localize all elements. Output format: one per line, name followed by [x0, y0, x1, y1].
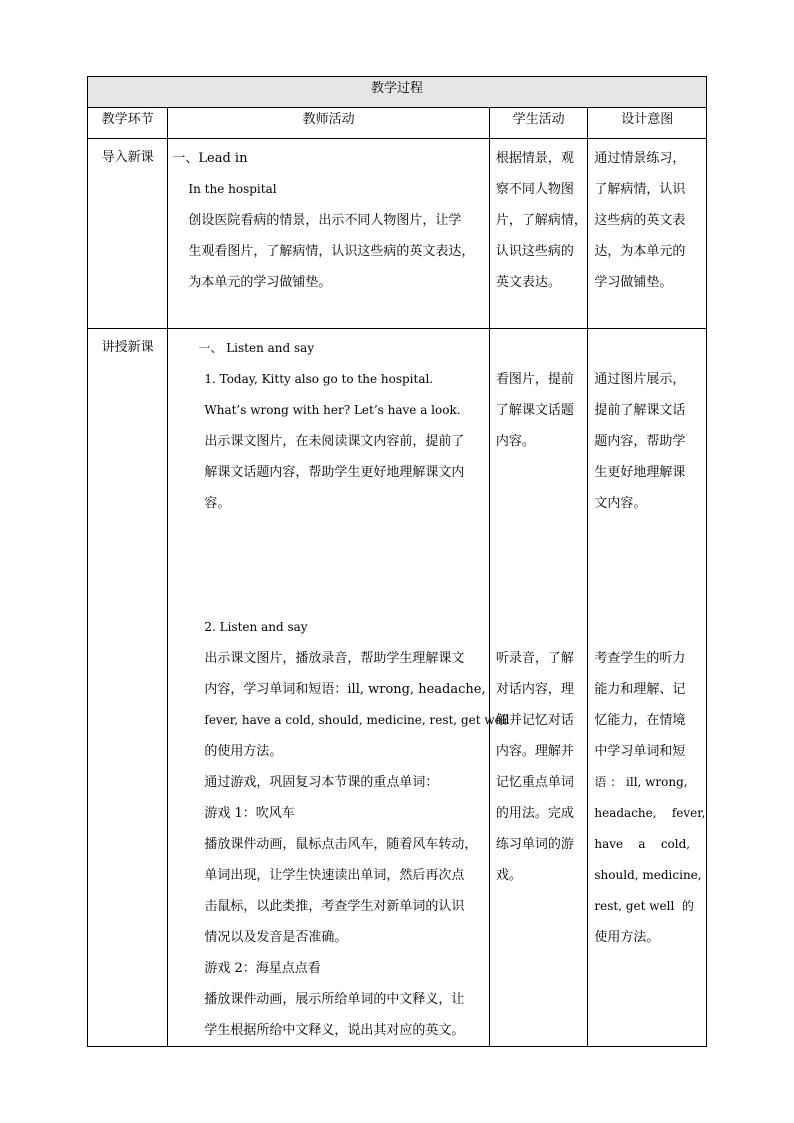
- text-line: 能力和理解、记: [594, 682, 686, 697]
- text-line: 的使用方法。: [204, 744, 283, 759]
- stage-cell: 导入新课: [88, 139, 168, 329]
- text-line: 1. Today, Kitty also go to the hospital.: [204, 372, 434, 386]
- text-line: 察不同人物图: [495, 182, 574, 197]
- lesson-process-table: [87, 76, 707, 1047]
- text-line: 的用法。完成: [495, 806, 574, 821]
- student-activity-cell: [489, 329, 587, 1047]
- text-line: 文内容。: [594, 496, 647, 511]
- header-design-intent: 设计意图: [588, 108, 707, 139]
- text-line: 内容。: [495, 434, 535, 449]
- text-line: What’s wrong with her? Let’s have a look.: [204, 403, 461, 417]
- table-row-lead-in: [88, 139, 707, 329]
- design-intent-cell: [588, 139, 707, 329]
- text-line: should, medicine,: [594, 868, 702, 882]
- spacer: [174, 519, 483, 612]
- text-line: 记忆重点单词: [495, 775, 574, 790]
- text-line: 英文表达。: [495, 275, 561, 290]
- text-line: 使用方法。: [594, 930, 660, 945]
- text-line: 单词出现，让学生快速读出单词，然后再次点: [204, 868, 465, 883]
- text-line: In the hospital: [188, 182, 277, 196]
- table-title-row: [88, 77, 707, 108]
- header-teacher-activity: 教师活动: [168, 108, 490, 139]
- table-title: 教学过程: [88, 77, 707, 108]
- text-line: 内容，学习单词和短语：ill, wrong, headache,: [204, 682, 486, 697]
- spacer: [594, 519, 700, 643]
- section-heading: 一、Lead in: [172, 151, 248, 166]
- design-intent-cell: [588, 329, 707, 1047]
- text-line: 中学习单词和短: [594, 744, 686, 759]
- text-line: 这些病的英文表: [594, 213, 686, 228]
- text-line: 达，为本单元的: [594, 244, 686, 259]
- text-line: headache, fever,: [594, 806, 706, 820]
- text-line: 出示课文图片，播放录音，帮助学生理解课文: [204, 651, 465, 666]
- text-line: 解并记忆对话: [495, 713, 574, 728]
- text-line: 容。: [204, 496, 231, 511]
- text-line: 对话内容，理: [495, 682, 574, 697]
- text-line: 2. Listen and say: [204, 620, 308, 634]
- text-line: 了解课文话题: [495, 403, 574, 418]
- text-line: 生更好地理解课: [594, 465, 686, 480]
- text-line: 通过情景练习，: [594, 151, 686, 166]
- text-line: 题内容，帮助学: [594, 434, 686, 449]
- text-line: 认识这些病的: [495, 244, 574, 259]
- text-line: 听录音，了解: [495, 651, 574, 666]
- text-line: 根据情景，观: [495, 151, 574, 166]
- text-line: 学生根据所给中文释义，说出其对应的英文。: [204, 1023, 465, 1038]
- text-line: 通过游戏，巩固复习本节课的重点单词：: [204, 775, 439, 790]
- teacher-activity-cell: [168, 329, 510, 1047]
- table-row-new-lesson: [88, 329, 707, 1047]
- text-line: 提前了解课文话: [594, 403, 686, 418]
- text-line: 内容。理解并: [495, 744, 574, 759]
- text-line: 播放课件动画，鼠标点击风车，随着风车转动，: [204, 837, 478, 852]
- text-line: 播放课件动画，展示所给单词的中文释义，让: [204, 992, 465, 1007]
- text-line: fever, have a cold, should, medicine, rest, get well: [204, 713, 510, 727]
- text-line: 生观看图片，了解病情，认识这些病的英文表达，: [188, 244, 475, 259]
- spacer: [496, 333, 581, 364]
- teacher-activity-cell: [168, 139, 490, 329]
- spacer: [496, 457, 581, 643]
- text-line: 创设医院看病的情景，出示不同人物图片，让学: [188, 213, 462, 228]
- text-line: 通过图片展示，: [594, 372, 686, 387]
- header-student-activity: 学生活动: [489, 108, 587, 139]
- text-line: 为本单元的学习做铺垫。: [188, 275, 332, 290]
- text-line: 游戏 2：海星点点看: [204, 961, 321, 976]
- header-stage: 教学环节: [88, 108, 168, 139]
- text-line: 游戏 1：吹风车: [204, 806, 295, 821]
- text-line: 学习做铺垫。: [594, 275, 673, 290]
- text-line: 击鼠标，以此类推，考查学生对新单词的认识: [204, 899, 465, 914]
- text-line: 出示课文图片，在未阅读课文内容前，提前了: [204, 434, 465, 449]
- table-header-row: [88, 108, 707, 139]
- text-line: 片，了解病情，: [495, 213, 587, 228]
- text-line: 考查学生的听力: [594, 651, 686, 666]
- text-line: 语 ： ill, wrong,: [594, 775, 688, 789]
- text-line: 看图片，提前: [495, 372, 574, 387]
- text-line: 解课文话题内容，帮助学生更好地理解课文内: [204, 465, 465, 480]
- stage-cell: 讲授新课: [88, 329, 168, 1047]
- text-line: 忆能力，在情境: [594, 713, 686, 728]
- text-line: rest, get well 的: [594, 899, 694, 913]
- text-line: have a cold,: [594, 837, 691, 851]
- student-activity-cell: [489, 139, 587, 329]
- text-line: 练习单词的游: [495, 837, 574, 852]
- text-line: 了解病情，认识: [594, 182, 686, 197]
- section-heading: 一、 Listen and say: [198, 341, 315, 355]
- text-line: 情况以及发音是否准确。: [204, 930, 348, 945]
- spacer: [594, 333, 700, 364]
- text-line: 戏。: [495, 868, 522, 883]
